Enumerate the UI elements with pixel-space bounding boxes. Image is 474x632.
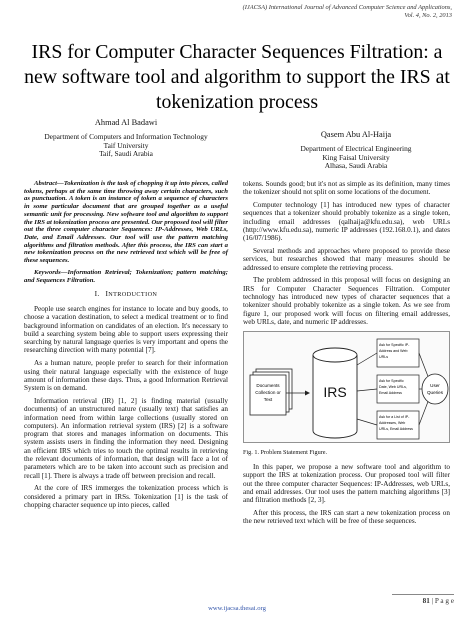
journal-url[interactable]: www.ijacsa.thesai.org	[208, 605, 266, 612]
ask-box-2-l2: Date, Web URLs,	[379, 384, 407, 389]
ask-box-3-l2: Addresses, Web	[379, 420, 406, 425]
abstract-dash: —	[57, 180, 64, 187]
intro-paragraph-4: At the core of IRS immerges the tokenization process which is considered a primary part in IRSs. Tokenization [1] is the task of chopping character sequence up into pieces, called	[24, 484, 228, 509]
journal-header	[132, 4, 452, 20]
user-label: User	[430, 382, 440, 388]
author-block-2	[256, 131, 456, 171]
ask-box-2-l3: Email Address	[379, 390, 402, 395]
section-rest: NTRODUCTION	[108, 290, 158, 298]
author-dept-2: Department of Electrical Engineering	[300, 143, 412, 153]
keywords	[24, 269, 228, 284]
abstract	[24, 180, 228, 265]
right-paragraph-5: In this paper, we propose a new software tool and algorithm to support the IRS at tokenization process. Our proposed tool will filter out the three computer character Sequences: IP-Addresses, web URLs, and email addresses. Our tool uses the pattern matching algorithms [3] and filtration methods [2, 3].	[243, 463, 450, 505]
author-name-1: Ahmad Al Badawi	[94, 118, 158, 127]
right-paragraph-6: After this process, the IRS can start a new tokenization process on the new retrieved text which will be free of these sequences.	[243, 509, 450, 526]
section-first-letter: I	[105, 288, 109, 298]
queries-label: Queries	[426, 389, 444, 395]
right-paragraph-1: tokens. Sounds good; but it's not as simple as its definition, many times the tokenizer should not split on some locations of the document.	[243, 180, 450, 197]
irs-label: IRS	[323, 383, 347, 400]
ask-box-3-l1: Ask for a List of IP-	[379, 414, 410, 419]
page-number-value: 81	[422, 597, 430, 605]
keywords-text: Information Retrieval; Tokenization; pattern matching; and Sequences Filtration.	[24, 269, 228, 284]
keywords-label: Keywords	[34, 269, 61, 277]
author-org-1: Taif University	[103, 140, 149, 150]
page-number	[423, 597, 454, 605]
author-loc-2: Alhasa, Saudi Arabia	[324, 161, 388, 171]
footer-rule	[392, 594, 454, 595]
author-name-2: Qasem Abu Al-Haija	[320, 130, 392, 139]
figure-1	[243, 331, 450, 443]
author-block-1	[26, 119, 226, 159]
right-column	[243, 180, 450, 530]
right-paragraph-4: The problem addressed in this proposal will focus on designing an IRS for Computer Character Sequences Filtration. Computer technology has introduced new types of character sequences that a tokenizer should probably tokenize as a single token. As we see from figure 1, our proposed work will focus on filtering email addresses, web URLs, date, and numeric IP addresses.	[243, 276, 450, 326]
author-loc-1: Taif, Saudi Arabia	[99, 149, 153, 159]
right-paragraph-3: Several methods and approaches where proposed to provide these services, but researches showed that many measures should be addressed to ensure complete the retrieving process.	[243, 247, 450, 272]
section-numeral: I.	[94, 288, 100, 298]
ask-box-3-l3: URLs, Email Address	[379, 426, 413, 431]
documents-label-line3: Text	[263, 396, 273, 402]
ask-box-1-l3: URLs	[379, 354, 388, 359]
page-sep: |	[429, 597, 435, 605]
journal-header-line1: (IJACSA) International Journal of Advanced Computer Science and Applications,	[242, 4, 452, 11]
author-org-2: King Faisal University	[322, 152, 390, 162]
paper-title: IRS for Computer Character Sequences Filtration: a new software tool and algorithm to support the IRS at tokenization process	[24, 41, 450, 113]
user-queries-ellipse	[422, 374, 448, 404]
figure-caption: Fig. 1. Problem Statement Figure.	[243, 448, 328, 456]
right-paragraph-2: Computer technology [1] has introduced new types of character sequences that a tokenizer should probably tokenize as a single token, including email addresses (qalhaija@kfu.edu.sa), web URLs (http://www.kfu.edu.sa), numeric IP addresses (192.168.0.1), and dates (16/07/1986).	[243, 201, 450, 243]
keywords-dash: —	[60, 269, 68, 277]
intro-paragraph-1: People use search engines for instance to locate and buy goods, to choose a vacation destination, to select a medical treatment or to find background information on candidates of an election. It's necessary to build a searching system being able to support users expressing their searching by natural language queries is very important and opens the researching direction with many potential [7].	[24, 304, 228, 355]
journal-header-line2: Vol. 4, No. 2, 2013	[404, 12, 452, 19]
abstract-label: Abstract	[34, 180, 58, 187]
problem-statement-diagram	[243, 331, 450, 443]
intro-paragraph-3: Information retrieval (IR) [1, 2] is finding material (usually documents) of an unstructured nature (usually text) that satisfies an information need from within large collections (usually stored on computers). An information retrieval system (IRS) [2] is a software program that stores and manages information on documents. This system assists users in finding the information they need. Designing an efficient IRS which tries to touch the optimal results in retrieving the relevant documents of information, that design will face a lot of parameters which are to be taken into account such as precision and recall [1]. There is always a trade off between precision and recall.	[24, 396, 228, 480]
ask-box-1-l1: Ask for Specific IP-	[379, 342, 410, 347]
abstract-text: Tokenization is the task of chopping it up into pieces, called tokens, perhaps at the same time throwing away certain characters, such as punctuation. A token is an instance of token a sequence of characters in some particular document that are grouped together as a useful semantic unit for processing. New software tool and algorithm to support the IRS at tokenization process are presented. Our proposed tool will filter out the three computer character Sequences: IP-Addresses, Web URLs, Date, and Email Addresses. Our tool will use the pattern matching algorithms and filtration methods. After this process, the IRS can start a new tokenization process on the new retrieved text which will be free of these sequences.	[24, 180, 228, 265]
documents-label-line2: Collection or	[255, 389, 281, 395]
ask-box-1-l2: Address and Web	[379, 348, 408, 353]
left-column	[24, 180, 228, 514]
intro-paragraph-2: As a human nature, people prefer to search for their information using their natural language especially with the existence of huge amount of information these days. Thus, a good Information Retrieval System is on demand.	[24, 359, 228, 393]
ask-box-2-l1: Ask for Specific	[379, 378, 404, 383]
author-dept-1: Department of Computers and Information Technology	[44, 131, 208, 141]
page-word: P a g e	[434, 597, 454, 605]
documents-label-line1: Documents	[256, 382, 280, 388]
section-heading-introduction	[24, 290, 228, 299]
